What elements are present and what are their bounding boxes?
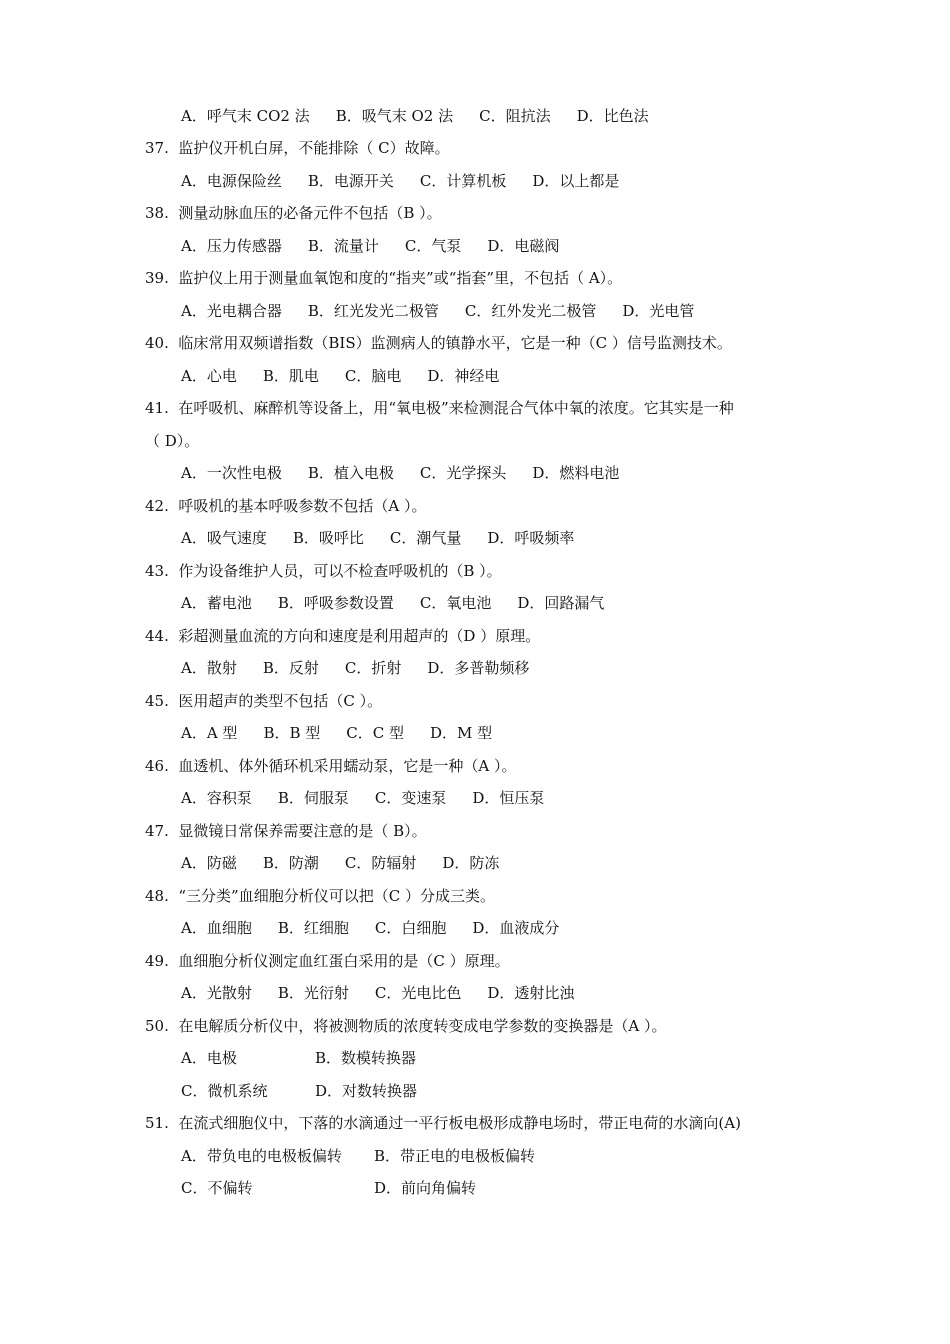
options-row xyxy=(181,528,574,548)
options-row xyxy=(181,723,492,743)
option-item: D．血液成分 xyxy=(472,919,560,937)
question-text: 44. 彩超测量血流的方向和速度是利用超声的（D ）原理。 xyxy=(145,627,541,645)
option-item: A．吸气速度 xyxy=(181,529,267,547)
option-item: C．潮气量 xyxy=(389,529,462,547)
option-item: C．光电比色 xyxy=(374,984,462,1002)
option-item: A．蓄电池 xyxy=(181,594,252,612)
options-row xyxy=(0,1081,950,1101)
option-item: A．带负电的电极板偏转 xyxy=(181,1147,342,1165)
option-item: C．白细胞 xyxy=(374,919,447,937)
option-item: D．燃料电池 xyxy=(532,464,620,482)
option-item: C．计算机板 xyxy=(419,172,507,190)
options-row xyxy=(181,658,529,678)
question-text: 50. 在电解质分析仪中，将被测物质的浓度转变成电学参数的变换器是（A ）。 xyxy=(145,1017,667,1035)
option-item: C．折射 xyxy=(344,659,402,677)
question-text: 40. 临床常用双频谱指数（BIS）监测病人的镇静水平，它是一种（C ）信号监测技术。 xyxy=(145,334,732,352)
question-text: 39. 监护仪上用于测量血氧饱和度的“指夹”或“指套”里，不包括（ A）。 xyxy=(145,269,623,287)
options-row xyxy=(181,366,499,386)
option-item: B．呼吸参数设置 xyxy=(277,594,394,612)
option-item: C．红外发光二极管 xyxy=(464,302,597,320)
option-item: B．吸气末 O2 法 xyxy=(335,107,454,125)
option-item: C．C 型 xyxy=(346,724,404,742)
option-item: B．光衍射 xyxy=(277,984,349,1002)
options-row xyxy=(181,853,499,873)
option-item: A．防磁 xyxy=(181,854,237,872)
option-item: D．光电管 xyxy=(622,302,695,320)
option-item: D．比色法 xyxy=(576,107,649,125)
option-item: C．不偏转 xyxy=(181,1179,253,1197)
option-item: B．伺服泵 xyxy=(277,789,349,807)
option-item: A．光电耦合器 xyxy=(181,302,282,320)
option-item: A．压力传感器 xyxy=(181,237,282,255)
option-item: A．电极 xyxy=(181,1049,237,1067)
options-row xyxy=(181,301,694,321)
options-row xyxy=(181,463,619,483)
option-item: C．气泵 xyxy=(404,237,462,255)
question-text: 38. 测量动脉血压的必备元件不包括（B ）。 xyxy=(145,204,442,222)
option-item: B．肌电 xyxy=(262,367,319,385)
option-item: A．散射 xyxy=(181,659,237,677)
option-item: A．血细胞 xyxy=(181,919,252,937)
option-item: B．红光发光二极管 xyxy=(307,302,439,320)
option-item: C．变速泵 xyxy=(374,789,447,807)
question-text: 46. 血透机、体外循环机采用蠕动泵，它是一种（A ）。 xyxy=(145,757,517,775)
options-row xyxy=(181,918,559,938)
question-text: 47. 显微镜日常保养需要注意的是（ B）。 xyxy=(145,822,427,840)
options-row xyxy=(181,788,544,808)
options-row xyxy=(181,171,619,191)
option-item: C．氧电池 xyxy=(419,594,492,612)
option-item: D．电磁阀 xyxy=(487,237,560,255)
option-item: A．呼气末 CO2 法 xyxy=(181,107,310,125)
option-item: D．M 型 xyxy=(430,724,493,742)
option-item: C．防辐射 xyxy=(344,854,417,872)
options-row xyxy=(181,983,574,1003)
option-item: A．电源保险丝 xyxy=(181,172,282,190)
option-item: C．脑电 xyxy=(344,367,402,385)
option-item: D．神经电 xyxy=(427,367,500,385)
question-text: 37. 监护仪开机白屏，不能排除（ C）故障。 xyxy=(145,139,450,157)
option-item: B．吸呼比 xyxy=(292,529,364,547)
option-item: B．数模转换器 xyxy=(315,1049,417,1067)
question-text: 48. “三分类”血细胞分析仪可以把（C ）分成三类。 xyxy=(145,887,495,905)
option-item: D．多普勒频移 xyxy=(427,659,530,677)
option-item: A．A 型 xyxy=(181,724,238,742)
options-row xyxy=(181,106,649,126)
options-row xyxy=(0,1146,950,1166)
option-item: B．B 型 xyxy=(263,724,321,742)
option-item: D．对数转换器 xyxy=(315,1082,418,1100)
options-row xyxy=(0,1178,950,1198)
option-item: A．光散射 xyxy=(181,984,252,1002)
question-text: 51. 在流式细胞仪中，下落的水滴通过一平行板电极形成静电场时，带正电荷的水滴向(A) xyxy=(145,1114,741,1132)
question-continuation: （ D）。 xyxy=(145,432,200,450)
option-item: B．红细胞 xyxy=(277,919,349,937)
options-row xyxy=(181,593,604,613)
options-row xyxy=(0,1048,950,1068)
option-item: C．光学探头 xyxy=(419,464,507,482)
option-item: D．防冻 xyxy=(442,854,500,872)
question-text: 41. 在呼吸机、麻醉机等设备上，用“氧电极”来检测混合气体中氧的浓度。它其实是一种 xyxy=(145,399,734,417)
option-item: B．带正电的电极板偏转 xyxy=(374,1147,536,1165)
option-item: D．前向角偏转 xyxy=(374,1179,477,1197)
question-text: 43. 作为设备维护人员，可以不检查呼吸机的（B ）。 xyxy=(145,562,502,580)
option-item: A．心电 xyxy=(181,367,237,385)
option-item: C．阻抗法 xyxy=(479,107,551,125)
option-item: B．防潮 xyxy=(262,854,319,872)
option-item: D．恒压泵 xyxy=(472,789,545,807)
option-item: B．电源开关 xyxy=(307,172,394,190)
question-text: 45. 医用超声的类型不包括（C ）。 xyxy=(145,692,383,710)
option-item: B．反射 xyxy=(262,659,319,677)
option-item: D．回路漏气 xyxy=(517,594,605,612)
option-item: D．透射比浊 xyxy=(487,984,575,1002)
option-item: C．微机系统 xyxy=(181,1082,268,1100)
option-item: D．以上都是 xyxy=(532,172,620,190)
option-item: A．一次性电极 xyxy=(181,464,282,482)
option-item: B．植入电极 xyxy=(307,464,394,482)
question-text: 42. 呼吸机的基本呼吸参数不包括（A ）。 xyxy=(145,497,427,515)
options-row xyxy=(181,236,559,256)
option-item: D．呼吸频率 xyxy=(487,529,575,547)
question-text: 49. 血细胞分析仪测定血红蛋白采用的是（C ）原理。 xyxy=(145,952,510,970)
option-item: B．流量计 xyxy=(307,237,379,255)
option-item: A．容积泵 xyxy=(181,789,252,807)
